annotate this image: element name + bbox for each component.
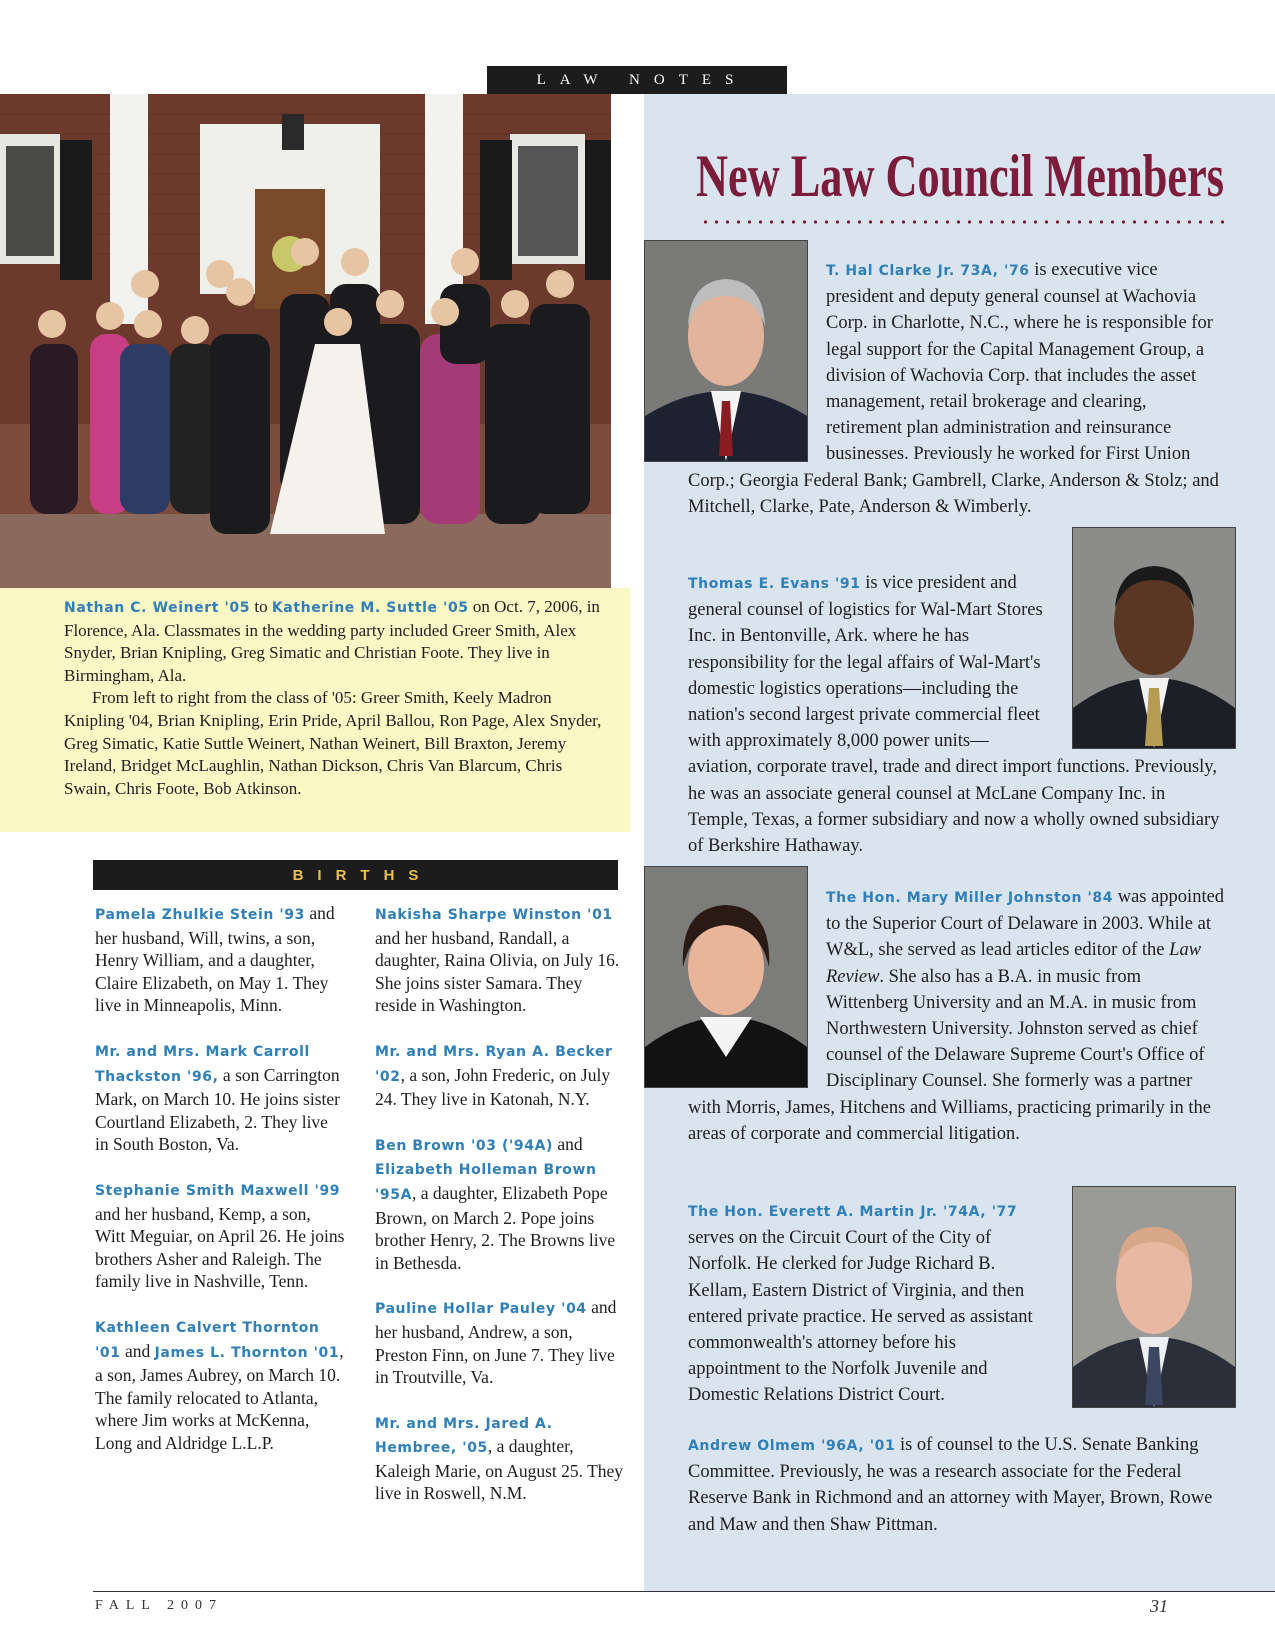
footer-rule <box>93 1591 1275 1592</box>
birth-entry <box>95 902 345 1017</box>
council-title-text: New Law Council Members <box>696 143 1224 209</box>
wedding-text-1: on Oct. 7, 2006, in Florence, Ala. Classmates in the wedding party included Greer Smith, Alex Snyder, Brian Knipling, Greg Simatic and Christian Foote. They live in Birmingham, Ala. <box>64 597 600 685</box>
birth-text: , a daughter, Elizabeth Pope Brown, on March 2. Pope joins brother Henry, 2. The Browns live in Bethesda. <box>375 1182 616 1273</box>
member-evans <box>688 570 1226 859</box>
member-text: . She also has a B.A. in music from Wittenberg University and an M.A. in music from Northwestern University. Johnston served as chief counsel of the Delaware Supreme Court's Office of Disciplinary Counsel. She formerly was a partner with Morris, James, Hitchens and Williams, practicing primarily in the areas of corporate and commercial litigation. <box>688 966 1211 1144</box>
birth-entry <box>95 1039 345 1156</box>
member-name: Thomas E. Evans '91 <box>688 576 861 592</box>
birth-text: and her husband, Will, twins, a son, Henry William, and a daughter, Claire Elizabeth, on May 1. They live in Minneapolis, Minn. <box>95 903 335 1016</box>
member-johnston <box>688 884 1226 1147</box>
birth-name: Ben Brown '03 ('94A) <box>375 1137 554 1154</box>
births-column-1 <box>95 902 345 1476</box>
member-name: The Hon. Mary Miller Johnston '84 <box>826 890 1114 906</box>
birth-name: Kathleen Calvert Thornton '01 <box>95 1319 320 1361</box>
birth-connector: and <box>553 1133 583 1154</box>
birth-text: a son Carrington Mark, on March 10. He joins sister Courtland Elizabeth, 2. They live in South Boston, Va. <box>95 1064 340 1155</box>
birth-name: Pamela Zhulkie Stein '93 <box>95 907 305 923</box>
birth-entry <box>375 1039 625 1111</box>
member-text: serves on the Circuit Court of the City of Norfolk. He clerked for Judge Richard B. Kellam, Eastern District of Virginia, and then entered private practice. He served as assistant commonwealth's attorney before his appointment to the Norfolk Juvenile and Domestic Relations District Court. <box>688 1228 1033 1406</box>
title-dotted-rule <box>700 219 1226 225</box>
birth-name-2: Elizabeth Holleman Brown '95A <box>375 1162 597 1203</box>
wedding-photo <box>0 94 611 588</box>
birth-name: Mr. and Mrs. Jared A. Hembree, '05 <box>375 1415 553 1457</box>
birth-text: and her husband, Kemp, a son, Witt Meguiar, on April 26. He joins brothers Asher and Raleigh. The family live in Nashville, Tenn. <box>95 1203 345 1292</box>
birth-text: and her husband, Andrew, a son, Preston Finn, on June 7. They live in Troutville, Va. <box>375 1297 617 1388</box>
member-text-italic: Law Review <box>826 940 1202 987</box>
wedding-name-1: Nathan C. Weinert '05 <box>64 600 251 616</box>
births-heading: BIRTHS <box>93 860 618 890</box>
birth-connector: and <box>120 1340 155 1361</box>
birth-text: , a son, John Frederic, on July 24. They live in Katonah, N.Y. <box>375 1064 611 1110</box>
member-text: is of counsel to the U.S. Senate Banking Committee. Previously, he was a research associate for the Federal Reserve Bank in Richmond and an attorney with Mayer, Brown, Rowe and Maw and then Shaw Pittman. <box>688 1435 1213 1535</box>
section-header: LAW NOTES <box>487 66 787 94</box>
birth-text: , a daughter, Kaleigh Marie, on August 25. They live in Roswell, N.M. <box>375 1436 624 1504</box>
member-text: was appointed to the Superior Court of Delaware in 2003. While at W&L, she served as lead articles editor of the <box>826 887 1225 961</box>
council-title <box>696 142 1226 212</box>
member-name: The Hon. Everett A. Martin Jr. '74A, '77 <box>688 1204 1018 1220</box>
member-clarke <box>688 257 1226 520</box>
member-martin <box>688 1198 1226 1412</box>
wedding-text-2: From left to right from the class of '05: Greer Smith, Keely Madron Knipling '04, Brian Knipling, Erin Pride, April Ballou, Ron Page, Alex Snyder, Greg Simatic, Katie Suttle Weinert, Nathan Weinert, Bill Braxton, Jeremy Ireland, Bridget McLaughlin, Nathan Dickson, Chris Van Blarcum, Chris Swain, Chris Foote, Bob Atkinson. <box>64 688 602 798</box>
member-text: is vice president and general counsel of logistics for Wal-Mart Stores Inc. in Bentonville, Ark. where he has responsibility for the legal affairs of Wal-Mart's domestic logistics operations—including the nation's second largest private commercial fleet with approximately 8,000 power units—aviation, corporate travel, trade and direct import functions. Previously, he was an associate general counsel at McLane Company Inc. in Temple, Texas, a former subsidiary and now a wholly owned subsidiary of Berkshire Hathaway. <box>688 573 1220 857</box>
birth-entry <box>375 1133 625 1275</box>
wedding-connector: to <box>250 597 272 616</box>
member-name: T. Hal Clarke Jr. 73A, '76 <box>826 263 1030 279</box>
member-name: Andrew Olmem '96A, '01 <box>688 1438 896 1454</box>
birth-name-2: James L. Thornton '01 <box>154 1344 340 1361</box>
birth-text: and her husband, Randall, a daughter, Raina Olivia, on July 16. She joins sister Samara. They reside in Washington. <box>375 927 620 1016</box>
member-text: is executive vice president and deputy general counsel at Wachovia Corp. in Charlotte, N.C., where he is responsible for legal support for the Capital Management Group, a division of Wachovia Corp. that includes the asset management, retail brokerage and clearing, retirement plan administration and reinsurance businesses. Previously he worked for First Union Corp.; Georgia Federal Bank; Gambrell, Clarke, Anderson & Stolz; and Mitchell, Clarke, Pate, Anderson & Wimberly. <box>688 260 1219 517</box>
births-column-2 <box>375 902 625 1527</box>
birth-text: , a son, James Aubrey, on March 10. The family relocated to Atlanta, where Jim works at McKenna, Long and Aldridge L.L.P. <box>95 1340 344 1453</box>
birth-entry <box>375 902 625 1017</box>
birth-name: Stephanie Smith Maxwell '99 <box>95 1182 341 1199</box>
birth-entry <box>95 1315 345 1455</box>
page-number: 31 <box>1150 1596 1168 1616</box>
wedding-name-2: Katherine M. Suttle '05 <box>271 600 469 616</box>
birth-name: Mr. and Mrs. Ryan A. Becker '02 <box>375 1043 613 1085</box>
birth-name: Nakisha Sharpe Winston '01 <box>375 907 613 923</box>
member-olmem <box>688 1432 1218 1538</box>
birth-entry <box>375 1411 625 1505</box>
birth-name: Pauline Hollar Pauley '04 <box>375 1301 587 1318</box>
birth-name: Mr. and Mrs. Mark Carroll Thackston '96, <box>95 1043 310 1085</box>
footer-issue: FALL 2007 <box>95 1598 223 1613</box>
wedding-caption <box>0 588 630 832</box>
birth-entry <box>375 1296 625 1388</box>
birth-entry <box>95 1178 345 1293</box>
